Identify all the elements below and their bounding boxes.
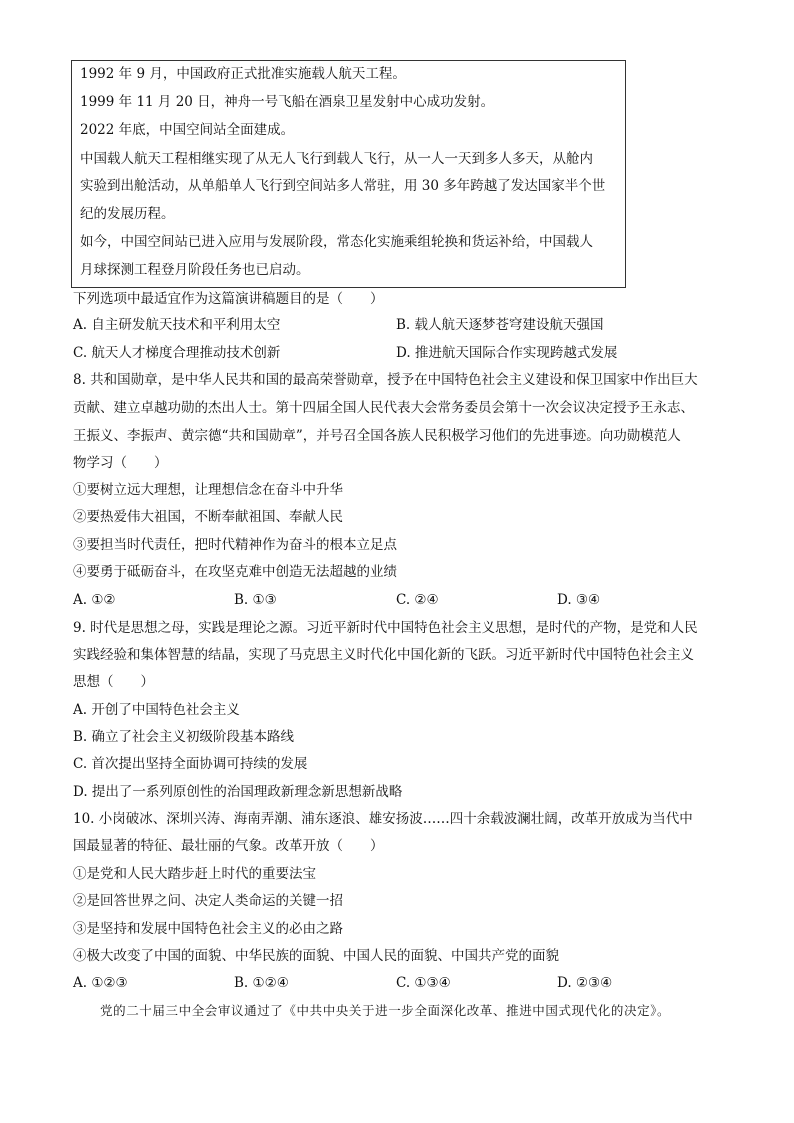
q10-option-a: A. ①②③ (73, 975, 128, 991)
passage-line: 1992 年 9 月，中国政府正式批准实施载人航天工程。 (80, 66, 406, 82)
passage-line: 如今，中国空间站已进入应用与发展阶段，常态化实施乘组轮换和货运补给，中国载人 (80, 234, 593, 250)
next-question-intro: 党的二十届三中全会审议通过了《中共中央关于进一步全面深化改革、推进中国式现代化的决定》。 (100, 1003, 671, 1018)
q7-stem: 下列选项中最适宜作为这篇演讲稿题目的是（ ） (73, 291, 384, 307)
q9-option-a: A. 开创了中国特色社会主义 (73, 702, 240, 718)
q8-item-1: ①要树立远大理想，让理想信念在奋斗中升华 (73, 482, 343, 498)
q8-item-4: ④要勇于砥砺奋斗，在攻坚克难中创造无法超越的业绩 (73, 564, 397, 580)
q8-stem-line: 物学习（ ） (73, 455, 168, 471)
q8-stem-line: 贡献、建立卓越功勋的杰出人士。第十四届全国人民代表大会常务委员会第十一次会议决定授予王永志、 (73, 400, 694, 416)
q8-option-a: A. ①② (73, 592, 116, 608)
q10-item-2: ②是回答世界之问、决定人类命运的关键一招 (73, 893, 343, 909)
q9-option-c: C. 首次提出坚持全面协调可持续的发展 (73, 756, 308, 772)
q10-item-4: ④极大改变了中国的面貌、中华民族的面貌、中国人民的面貌、中国共产党的面貌 (73, 948, 559, 964)
q8-option-b: B. ①③ (234, 592, 277, 608)
q10-stem-line: 国最显著的特征、最壮丽的气象。改革开放（ ） (73, 838, 384, 854)
passage-box (71, 60, 626, 288)
passage-line: 2022 年底，中国空间站全面建成。 (80, 122, 295, 138)
passage-line: 中国载人航天工程相继实现了从无人飞行到载人飞行，从一人一天到多人多天，从舱内 (80, 151, 593, 167)
passage-line: 1999 年 11 月 20 日，神舟一号飞船在酒泉卫星发射中心成功发射。 (80, 94, 495, 110)
q8-stem-line: 8. 共和国勋章，是中华人民共和国的最高荣誉勋章，授予在中国特色社会主义建设和保卫国家中作出巨大 (73, 372, 698, 388)
q10-option-c: C. ①③④ (396, 975, 451, 991)
q8-item-3: ③要担当时代责任，把时代精神作为奋斗的根本立足点 (73, 537, 397, 553)
q10-item-1: ①是党和人民大踏步赶上时代的重要法宝 (73, 866, 316, 882)
q8-item-2: ②要热爱伟大祖国，不断奉献祖国、奉献人民 (73, 509, 343, 525)
q9-stem-line: 思想（ ） (73, 674, 154, 690)
q8-option-c: C. ②④ (396, 592, 439, 608)
q8-option-d: D. ③④ (557, 592, 601, 608)
passage-line: 月球探测工程登月阶段任务也已启动。 (80, 262, 310, 278)
q7-option-b: B. 载人航天逐梦苍穹建设航天强国 (396, 317, 604, 333)
q7-option-a: A. 自主研发航天技术和平利用太空 (73, 317, 281, 333)
q8-stem-line: 王振义、李振声、黄宗德“共和国勋章”，并号召全国各族人民积极学习他们的先进事迹。向功勋模范人 (73, 428, 681, 444)
q9-stem-line: 9. 时代是思想之母，实践是理论之源。习近平新时代中国特色社会主义思想，是时代的产物，是党和人民 (73, 620, 698, 636)
q7-option-c: C. 航天人才梯度合理推动技术创新 (73, 345, 281, 361)
q10-option-d: D. ②③④ (557, 975, 613, 991)
passage-line: 纪的发展历程。 (80, 206, 175, 222)
q9-option-d: D. 提出了一系列原创性的治国理政新理念新思想新战略 (73, 784, 403, 800)
q10-option-b: B. ①②④ (234, 975, 289, 991)
passage-line: 实验到出舱活动，从单船单人飞行到空间站多人常驻，用 30 多年跨越了发达国家半个世 (80, 178, 606, 194)
q10-item-3: ③是坚持和发展中国特色社会主义的必由之路 (73, 921, 343, 937)
q9-option-b: B. 确立了社会主义初级阶段基本路线 (73, 729, 295, 745)
q10-stem-line: 10. 小岗破冰、深圳兴涛、海南弄潮、浦东逐浪、雄安扬波……四十余载波澜壮阔，改革开放成为当代中 (73, 811, 693, 827)
q7-option-d: D. 推进航天国际合作实现跨越式发展 (396, 345, 618, 361)
q9-stem-line: 实践经验和集体智慧的结晶，实现了马克思主义时代化中国化新的飞跃。习近平新时代中国特色社会主义 (73, 647, 694, 663)
